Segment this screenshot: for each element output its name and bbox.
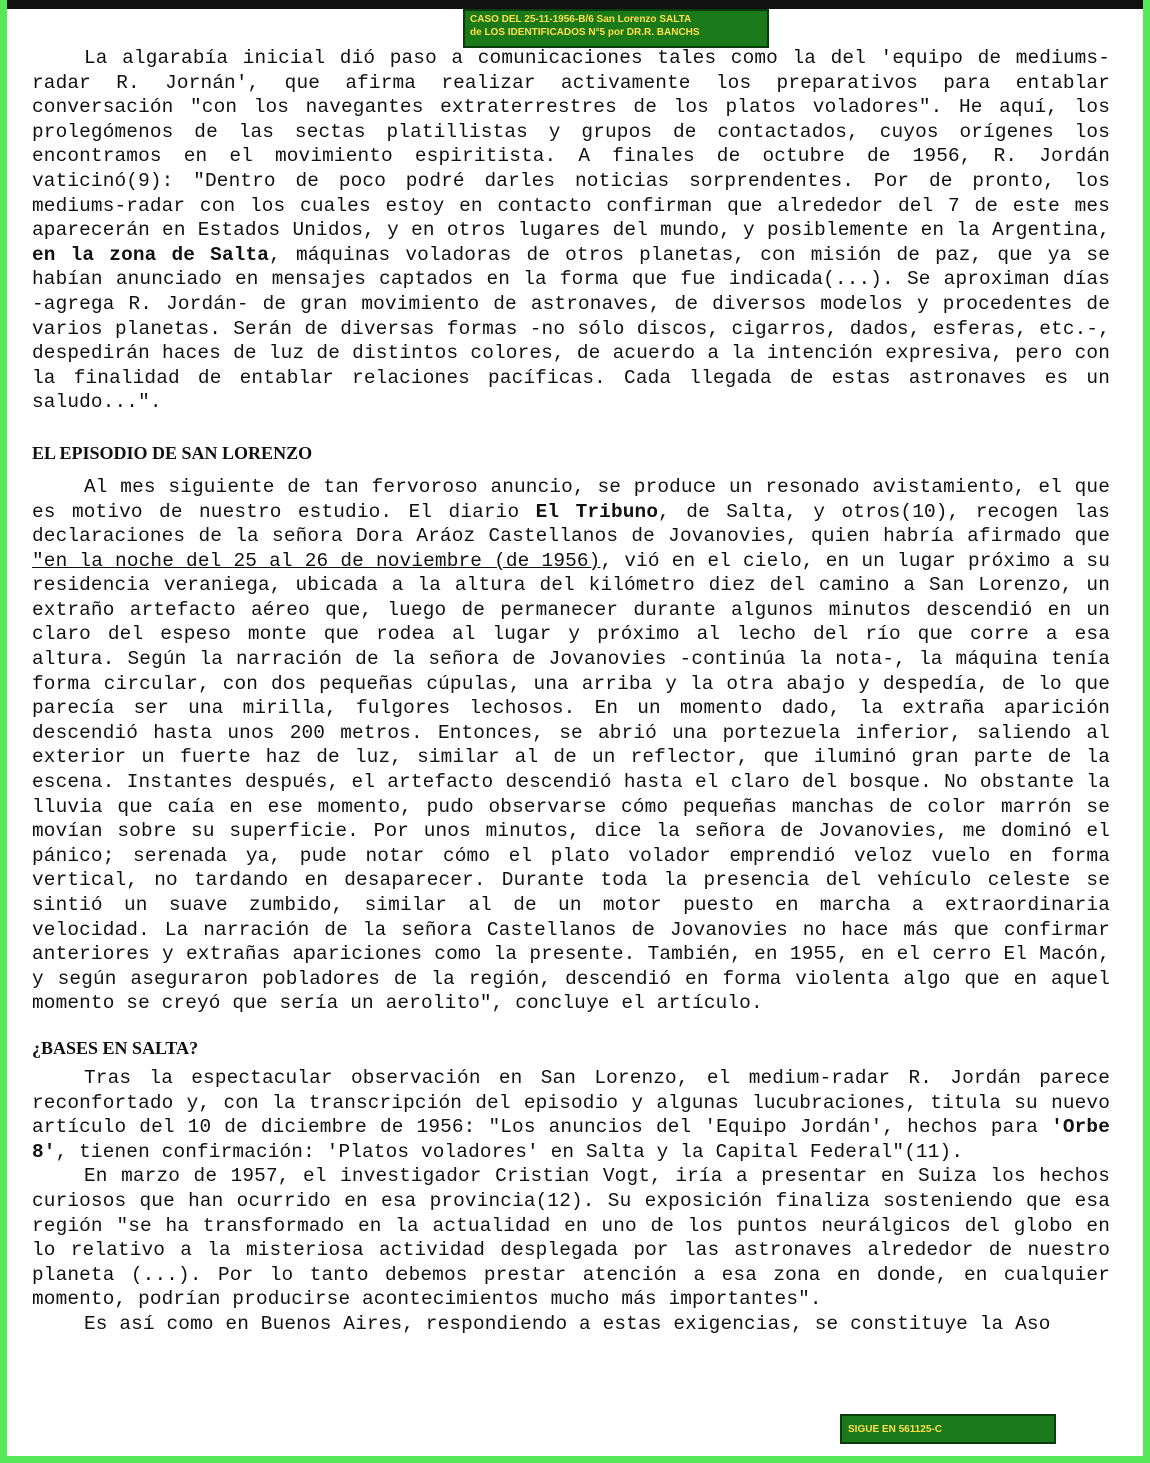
bases-p1-text-1: Tras la espectacular observación en San Lorenzo, el medium-radar R. Jordán parece reconfortado y, con la transcripción del episodio y algunas lucubraciones, titula su nuevo artículo del 10 de diciembre de 1956: "Los anuncios del 'Equipo Jordán', hechos para: [32, 1066, 1110, 1139]
episodio-text-2: , de Salta, y otros(10), recogen las declaraciones de la señora Dora Aráoz Castellanos de Jovanovies, quien habría afirmado que: [32, 500, 1110, 548]
episodio-text-1: Al mes siguiente de tan fervoroso anuncio, se produce un resonado avistamiento, el que es motivo de nuestro estudio. El diario: [32, 475, 1110, 523]
newspaper-name: El Tribuno: [535, 500, 659, 523]
section-heading-bases: ¿BASES EN SALTA?: [32, 1037, 199, 1058]
episodio-paragraph: [32, 475, 1110, 1016]
underlined-date: "en la noche del 25 al 26 de noviembre (de 1956): [32, 549, 601, 572]
bases-paragraph-3: Es así como en Buenos Aires, respondiendo a estas exigencias, se constituye la Aso: [84, 1312, 1051, 1335]
intro-text-2: , máquinas voladoras de otros planetas, con misión de paz, que ya se habían anunciado en mensajes captados en la forma que fue indicada(...). Se aproximan días -agrega R. Jordán- de gran movimiento de astronaves, de diversos modelos y procedentes de varios planetas. Serán de diversas formas -no sólo discos, cigarros, dados, esferas, etc.-, despedirán haces de luz de distintos colores, de acuerdo a la intención expresiva, pero con la finalidad de entablar relaciones pacíficas. Cada llegada de estas astronaves es un saludo...".: [32, 243, 1110, 414]
intro-bold-salta: en la zona de Salta: [32, 243, 270, 266]
case-header-line-1: CASO DEL 25-11-1956-B/6 San Lorenzo SALTA: [470, 14, 692, 25]
continuation-tag[interactable]: SIGUE EN 561125-C: [840, 1414, 1056, 1444]
bases-paragraph-2: En marzo de 1957, el investigador Cristian Vogt, iría a presentar en Suiza los hechos curiosos que han ocurrido en esa provincia(12). Su exposición finaliza sosteniendo que esa región "se ha transformado en la actualidad en uno de los puntos neurálgicos del globo en lo relativo a la misteriosa actividad desplegada por las astronaves alrededor de nuestro planeta (...). Por lo tanto debemos prestar atención a esa zona en donde, en cualquier momento, podrían producirse acontecimientos mucho más importantes".: [32, 1165, 1110, 1311]
intro-text-1: La algarabía inicial dió paso a comunicaciones tales como la del 'equipo de mediums-radar R. Jornán', que afirma realizar activamente los preparativos para entablar conversación "con los navegantes extraterrestres de los platos voladores". He aquí, los prolegómenos de las sectas platillistas y grupos de contactados, cuyos orígenes los encontramos en el movimiento espiritista. A finales de octubre de 1956, R. Jordán vaticinó(9): "Dentro de poco podré darles noticias sorprendentes. Por de pronto, los mediums-radar con los cuales estoy en contacto confirman que alrededor del 7 de este mes aparecerán en Estados Unidos, y en otros lugares del mundo, y posiblemente en la Argentina,: [32, 47, 1110, 242]
episodio-text-3: , vió en el cielo, en un lugar próximo a su residencia veraniega, ubicada a la altura del kilómetro diez del camino a San Lorenzo, un extraño artefacto aéreo que, luego de permanecer durante algunos minutos descendió en un claro del espeso monte que rodea al lugar y próximo al lecho del río que corre a esa altura. Según la narración de la señora de Jovanovies -continúa la nota-, la máquina tenía forma circular, con dos pequeñas cúpulas, una arriba y la otra abajo y despedía, de lo que parecía ser una mirilla, fulgores lechosos. En un momento dado, la extraña aparición descendió hasta unos 200 metros. Entonces, se abrió una portezuela inferior, saliendo al exterior un fuerte haz de luz, similar al de un reflector, que iluminó gran parte de la escena. Instantes después, el artefacto descendió hasta el claro del bosque. No obstante la lluvia que caía en ese momento, pudo observarse cómo pequeñas manchas de color marrón se movían sobre su superficie. Por unos minutos, dice la señora de Jovanovies, me dominó el pánico; serenada ya, pude notar cómo el plato volador emprendió veloz vuelo en forma vertical, no tardando en desaparecer. Durante toda la presencia del vehículo celeste se sintió un suave zumbido, similar al de un motor puesto en marcha a extraordinaria velocidad. La narración de la señora Castellanos de Jovanovies no hace más que confirmar anteriores y extrañas apariciones como la presente. También, en 1955, en el cerro El Macón, y según aseguraron pobladores de la región, descendió en forma violenta algo que en aquel momento se creyó que sería un aerolito", concluye el artículo.: [32, 549, 1110, 1015]
case-header-line-2: de LOS IDENTIFICADOS N°5 por DR.R. BANCHS: [470, 27, 700, 38]
document-body: [32, 46, 1110, 1337]
section-heading-episodio: EL EPISODIO DE SAN LORENZO: [32, 442, 313, 463]
intro-paragraph: [32, 46, 1110, 415]
bases-paragraph-1: [32, 1066, 1110, 1164]
bases-p1-text-2: , tienen confirmación: 'Platos voladores' en Salta y la Capital Federal"(11).: [55, 1140, 964, 1163]
case-header-tag: [463, 9, 769, 48]
orbe-8-bold: 'Orbe 8': [32, 1116, 1110, 1163]
